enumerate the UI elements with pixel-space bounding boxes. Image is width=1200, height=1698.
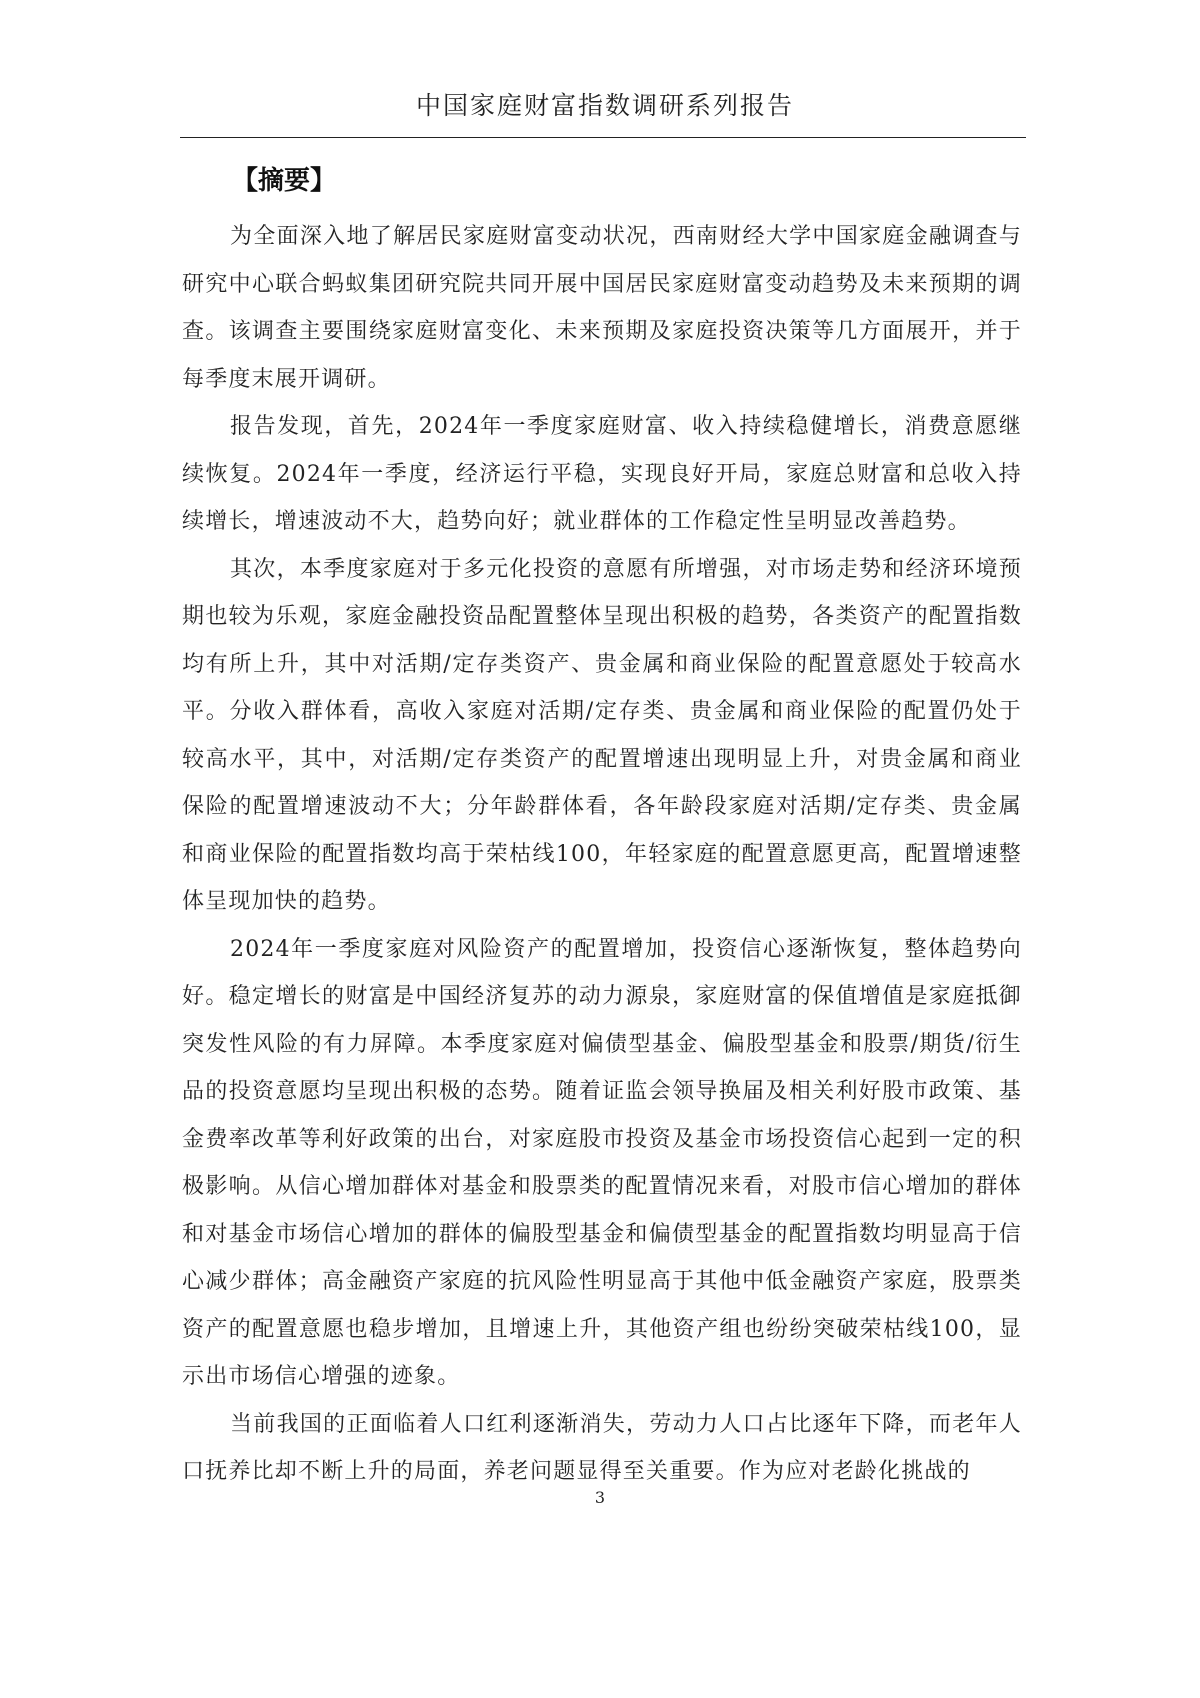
header-rule xyxy=(180,137,1026,138)
page-number: 3 xyxy=(594,1488,606,1507)
paragraph-1: 为全面深入地了解居民家庭财富变动状况，西南财经大学中国家庭金融调查与研究中心联合蚂蚁集团研究院共同开展中国居民家庭财富变动趋势及未来预期的调查。该调查主要围绕家庭财富变化、未来预期及家庭投资决策等几方面展开，并于每季度末展开调研。 xyxy=(182,224,1022,392)
body-text xyxy=(182,213,1022,1496)
paragraph-5: 当前我国的正面临着人口红利逐渐消失，劳动力人口占比逐年下降，而老年人口抚养比却不断上升的局面，养老问题显得至关重要。作为应对老龄化挑战的 xyxy=(182,1411,1022,1484)
section-heading: 【摘要】 xyxy=(232,166,337,196)
paragraph-2: 报告发现，首先，2024年一季度家庭财富、收入持续稳健增长，消费意愿继续恢复。2024年一季度，经济运行平稳，实现良好开局，家庭总财富和总收入持续增长，增速波动不大，趋势向好；就业群体的工作稳定性呈明显改善趋势。 xyxy=(182,414,1022,534)
running-header: 中国家庭财富指数调研系列报告 xyxy=(415,91,794,120)
paragraph-3: 其次，本季度家庭对于多元化投资的意愿有所增强，对市场走势和经济环境预期也较为乐观，家庭金融投资品配置整体呈现出积极的趋势，各类资产的配置指数均有所上升，其中对活期/定存类资产、贵金属和商业保险的配置意愿处于较高水平。分收入群体看，高收入家庭对活期/定存类、贵金属和商业保险的配置仍处于较高水平，其中，对活期/定存类资产的配置增速出现明显上升，对贵金属和商业保险的配置增速波动不大；分年龄群体看，各年龄段家庭对活期/定存类、贵金属和商业保险的配置指数均高于荣枯线100，年轻家庭的配置意愿更高，配置增速整体呈现加快的趋势。 xyxy=(182,556,1022,914)
paragraph-4: 2024年一季度家庭对风险资产的配置增加，投资信心逐渐恢复，整体趋势向好。稳定增长的财富是中国经济复苏的动力源泉，家庭财富的保值增值是家庭抵御突发性风险的有力屏障。本季度家庭对偏债型基金、偏股型基金和股票/期货/衍生品的投资意愿均呈现出积极的态势。随着证监会领导换届及相关利好股市政策、基金费率改革等利好政策的出台，对家庭股市投资及基金市场投资信心起到一定的积极影响。从信心增加群体对基金和股票类的配置情况来看，对股市信心增加的群体和对基金市场信心增加的群体的偏股型基金和偏债型基金的配置指数均明显高于信心减少群体；高金融资产家庭的抗风险性明显高于其他中低金融资产家庭，股票类资产的配置意愿也稳步增加，且增速上升，其他资产组也纷纷突破荣枯线100，显示出市场信心增强的迹象。 xyxy=(182,936,1022,1389)
